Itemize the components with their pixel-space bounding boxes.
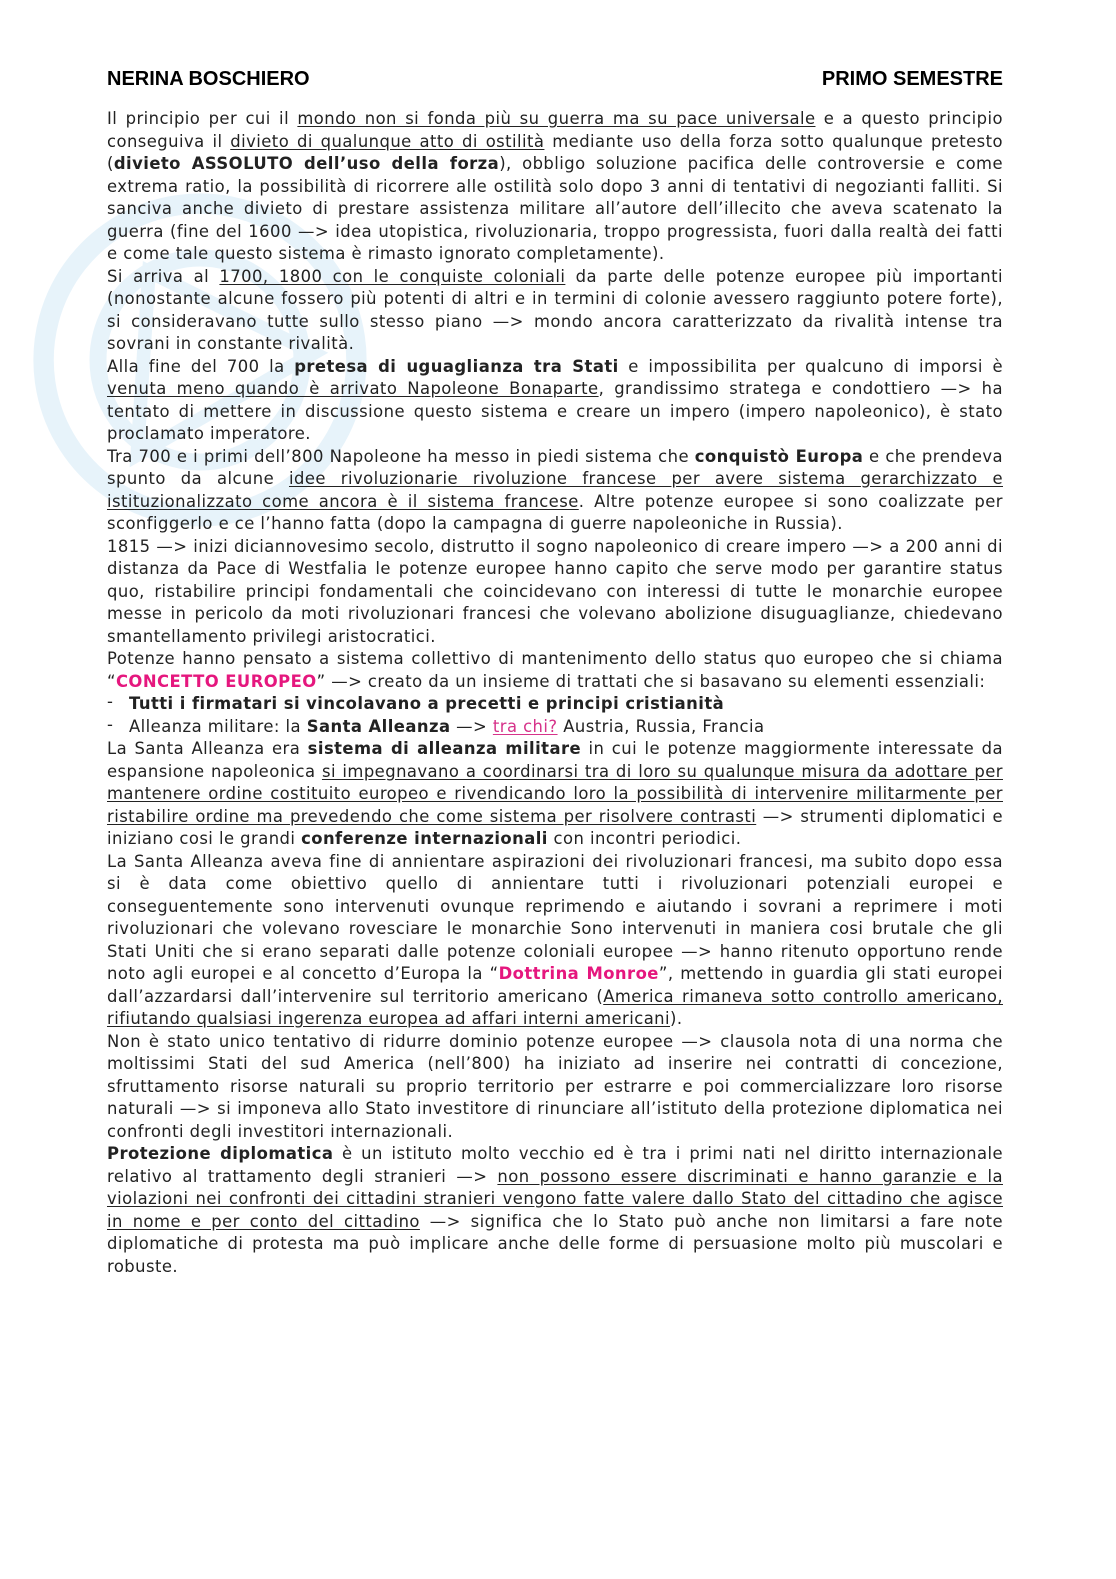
paragraph (107, 1031, 1003, 1144)
bold-text: Tutti i firmatari si vincolavano a precetti e principi cristianità (129, 694, 725, 713)
text-run: La Santa Alleanza aveva fine di annientare aspirazioni dei rivoluzionari francesi, ma subito dopo essa si è data come obiettivo quello di annientare tutti i rivoluzionari potenziali europei e conseguentemente sono intervenuti ovunque reprimendo e aiutando i sovrani a reprimere i moti rivoluzionari che volevano rovesciare le monarchie Sono intervenuti in maniera cosi brutale che gli Stati Uniti che si erano separati dalle potenze coloniali europee —> hanno ritenuto opportuno rende noto agli europei e al concetto d’Europa la “ (107, 851, 1003, 983)
text-run: , grandissimo stratega e condottiero —> ha tentato di mettere in discussione questo sistema e creare un impero (impero napoleonico), è stato proclamato imperatore. (107, 379, 1003, 443)
paragraph (107, 648, 1003, 693)
text-run: La Santa Alleanza era (107, 739, 308, 758)
text-run: ”, mettendo in guardia gli stati europei dall’azzardarsi dall’intervenire sul territorio americano ( (107, 964, 1004, 1006)
text-run: —> significa che lo Stato può anche non limitarsi a fare note diplomatiche di protesta ma può implicare anche delle forme di persuasione molto più muscolari e robuste. (107, 1211, 1004, 1276)
paragraph (107, 108, 1003, 266)
text-run: Potenze hanno pensato a sistema collettivo di mantenimento dello status quo europeo che si chiama “ (107, 649, 1003, 691)
text-run: ” —> creato da un insieme di trattati che si basavano su elementi essenziali: (316, 671, 986, 691)
bold-text: pretesa di uguaglianza tra Stati (294, 356, 619, 376)
bold-text: conferenze internazionali (301, 829, 548, 848)
text-run: Tra 700 e i primi dell’800 Napoleone ha messo in piedi sistema che (107, 446, 695, 466)
text-run: Non è stato unico tentativo di ridurre dominio potenze europee —> clausola nota di una norma che moltissimi Stati del sud America (nell’800) ha iniziato ad inserire nei contratti di concezione, sfruttamento risorse naturali su proprio territorio per estrarre e poi commercializzare loro risorse naturali —> si imponeva allo Stato investitore di rinunciare all’istituto della protezione diplomatica nei confronti degli investitori internazionali. (107, 1031, 1003, 1141)
text-run: è un istituto molto vecchio ed è tra i primi nati nel diritto internazionale relativo al trattamento degli stranieri —> (107, 1144, 1003, 1186)
paragraph (107, 1143, 1003, 1278)
text-run: e impossibilita per qualcuno di imporsi è (618, 356, 1003, 376)
underlined-text: 1700, 1800 con le conquiste coloniali (219, 266, 566, 286)
text-run: . Altre potenze europee si sono coalizzate per sconfiggerlo e ce l’hanno fatta (dopo la campagna di guerre napoleoniche in Russia). (107, 491, 1003, 533)
bold-text: divieto ASSOLUTO dell’uso della forza (113, 154, 500, 173)
paragraph-group-main (107, 738, 1003, 1278)
list-item (107, 693, 1003, 716)
text-run: Si arriva al (107, 266, 220, 286)
text-run: —> strumenti diplomatici e iniziano cosi le grandi (107, 806, 1003, 848)
bold-text: Protezione diplomatica (107, 1144, 334, 1163)
text-run: Austria, Russia, Francia (557, 716, 765, 736)
highlight-text: Dottrina Monroe (498, 964, 659, 983)
text-run: ), obbligo soluzione pacifica delle controversie e come extrema ratio, la possibilità di ricorrere alle ostilità solo dopo 3 anni di tentativi di negozianti falliti. Si sanciva anche divieto di prestare assistenza militare all’autore dell’illecito che aveva scatenato la guerra (fine del 1600 —> idea utopistica, rivoluzionaria, troppo progressista, fuori dalla realtà dei fatti e come tale questo sistema è rimasto ignorato completamente). (107, 154, 1003, 263)
text-run: ). (670, 1009, 683, 1028)
bold-text: Santa Alleanza (306, 716, 451, 736)
document-body (107, 108, 1003, 1278)
underlined-text: divieto di qualunque atto di ostilità (230, 131, 545, 151)
underlined-text: America rimaneva sotto controllo americano, rifiutando qualsiasi ingerenza europea ad affari interni americani (107, 986, 1003, 1028)
text-run: 1815 —> inizi diciannovesimo secolo, distrutto il sogno napoleonico di creare impero —> a 200 anni di distanza da Pace di Westfalia le potenze europee hanno capito che serve modo per garantire status quo, ristabilire principi fondamentali che coincidevano con interessi di tutte le monarchie europee messe in pericolo da moti rivoluzionari francesi che volevano abolizione disuguaglianze, chiedevano smantellamento privilegi aristocratici. (107, 536, 1003, 646)
semester-label: PRIMO SEMESTRE (821, 68, 1003, 90)
text-run: in cui le potenze maggiormente interessate da espansione napoleonica (107, 739, 1003, 781)
underlined-text: non possono essere discriminati e hanno garanzie e la violazioni nei confronti dei cittadini stranieri vengono fatte valere dallo Stato del cittadino che agisce in nome e per conto del cittadino (107, 1166, 1003, 1231)
pink-link-text: tra chi? (492, 716, 558, 736)
paragraph (107, 738, 1003, 851)
paragraph (107, 851, 1003, 1031)
paragraph (107, 536, 1003, 649)
text-run: Il principio per cui il (107, 109, 298, 128)
dash-list (107, 693, 1003, 738)
author-name: NERINA BOSCHIERO (107, 68, 310, 90)
text-run: da parte delle potenze europee più importanti (nonostante alcune fossero più potenti di altri e in termini di colonie avessero raggiunto potere forte), si consideravano tutte sullo stesso piano —> mondo ancora caratterizzato da rivalità intense tra sovrani in constante rivalità. (107, 266, 1003, 353)
underlined-text: si impegnavano a coordinarsi tra di loro su qualunque misura da adottare per mantenere ordine costituito europeo e rivendicando loro la possibilità di intervenire militarmente per ristabilire ordine ma prevedendo che come sistema per risolvere contrasti (107, 761, 1003, 826)
highlight-text: CONCETTO EUROPEO (115, 671, 317, 691)
paragraph (107, 446, 1003, 536)
paragraph-group-intro (107, 108, 1003, 693)
list-item (107, 716, 1003, 739)
text-run: mediante uso della forza sotto qualunque pretesto ( (107, 131, 1003, 173)
text-run: e a questo principio conseguiva il (107, 109, 1003, 151)
underlined-text: venuta meno quando è arrivato Napoleone Bonaparte (107, 379, 599, 398)
text-run: Alleanza militare: la (129, 716, 307, 736)
bold-text: conquistò Europa (694, 446, 864, 466)
text-run: —> (450, 716, 493, 736)
text-run: con incontri periodici. (547, 829, 742, 848)
paragraph (107, 356, 1003, 446)
paragraph (107, 266, 1003, 356)
underlined-text: mondo non si fonda più su guerra ma su pace universale (297, 109, 816, 128)
underlined-text: idee rivoluzionarie rivoluzione francese per avere sistema gerarchizzato e istituzionalizzato come ancora è il sistema francese (107, 469, 1003, 511)
text-run: e che prendeva spunto da alcune (107, 446, 1003, 488)
page-header (107, 68, 1003, 91)
text-run: Alla fine del 700 la (107, 356, 295, 376)
bold-text: sistema di alleanza militare (307, 739, 582, 758)
